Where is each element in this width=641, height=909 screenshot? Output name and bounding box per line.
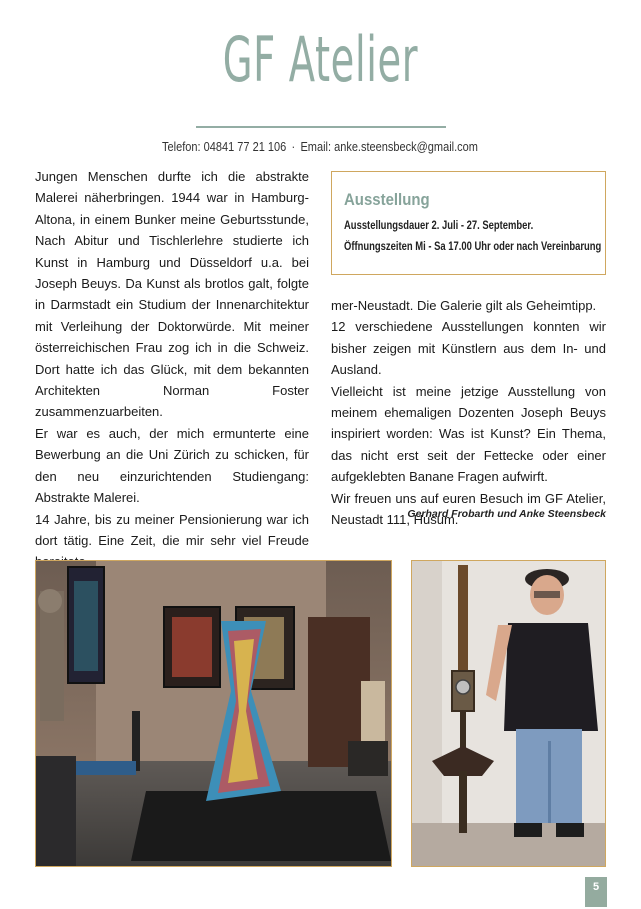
article-paragraph: mer-Neustadt. Die Galerie gilt als Geheimtipp. (331, 298, 597, 313)
article-signature: Gerhard Frobarth und Anke Steensbeck (407, 508, 606, 520)
contact-separator: · (291, 140, 296, 154)
article-paragraph: Vielleicht ist meine jetzige Ausstellung von meinem ehemaligen Dozenten Joseph Beuys inspiriert worden: Was ist Kunst? Ein Thema, das nicht erst seit der Fettecke oder einer aufgeklebten Banane Fragen aufwirft. (331, 383, 606, 485)
article-paragraph: Jungen Menschen durfte ich die abstrakte Malerei näherbringen. 1944 war in Hamburg-Altona, in einem Bunker meine Geburtsstunde, Nach Abitur und Tischlerlehre studierte ich Kunst in Hamburg und Düsseldorf u.a. bei Joseph Beuys. Da Kunst als brotlos galt, folgte in Darmstadt ein Studium der Innenarchitektur mit Verleihung der Doktorwürde. Mit meiner österreichischen Frau zog ich in die Schweiz. Dort hatte ich das Glück, mit dem bekannten Architekten Norman Foster zusammenzuarbeiten. (35, 169, 309, 420)
gallery-interior-photo (35, 560, 392, 867)
gallery-interior-illustration (36, 561, 391, 866)
article-paragraph: Er war es auch, der mich ermunterte eine Bewerbung an die Uni Zürich zu schicken, für den neu einzurichtenden Studiengang: Abstrakte Malerei. (35, 425, 309, 506)
exhibition-hours: Öffnungszeiten Mi - Sa 17.00 Uhr oder nach Vereinbarung (344, 241, 602, 253)
article-column-right (331, 295, 606, 530)
page-title: GF Atelier (222, 23, 419, 96)
exhibition-title: Ausstellung (344, 190, 430, 209)
exhibition-info-box (331, 171, 606, 275)
page-number-badge: 5 (585, 877, 607, 907)
artist-portrait-illustration (412, 561, 605, 866)
exhibition-duration: Ausstellungsdauer 2. Juli - 27. September. (344, 220, 534, 232)
article-paragraph: Wir freuen uns auf euren Besuch im GF Atelier, Neustadt 111, Husum. (331, 490, 606, 528)
contact-line (144, 140, 496, 154)
artist-portrait-photo (411, 560, 606, 867)
email-address[interactable]: Email: anke.steensbeck@gmail.com (300, 140, 478, 154)
article-paragraph: 12 verschiedene Ausstellungen konnten wir bisher zeigen mit Künstlern aus dem In- und Ausland. (331, 319, 606, 378)
title-divider (196, 126, 446, 128)
article-paragraph: 14 Jahre, bis zu meiner Pensionierung war ich dort tätig. Eine Zeit, die mir sehr viel Freude (35, 511, 309, 548)
phone-number: Telefon: 04841 77 21 106 (162, 140, 287, 154)
